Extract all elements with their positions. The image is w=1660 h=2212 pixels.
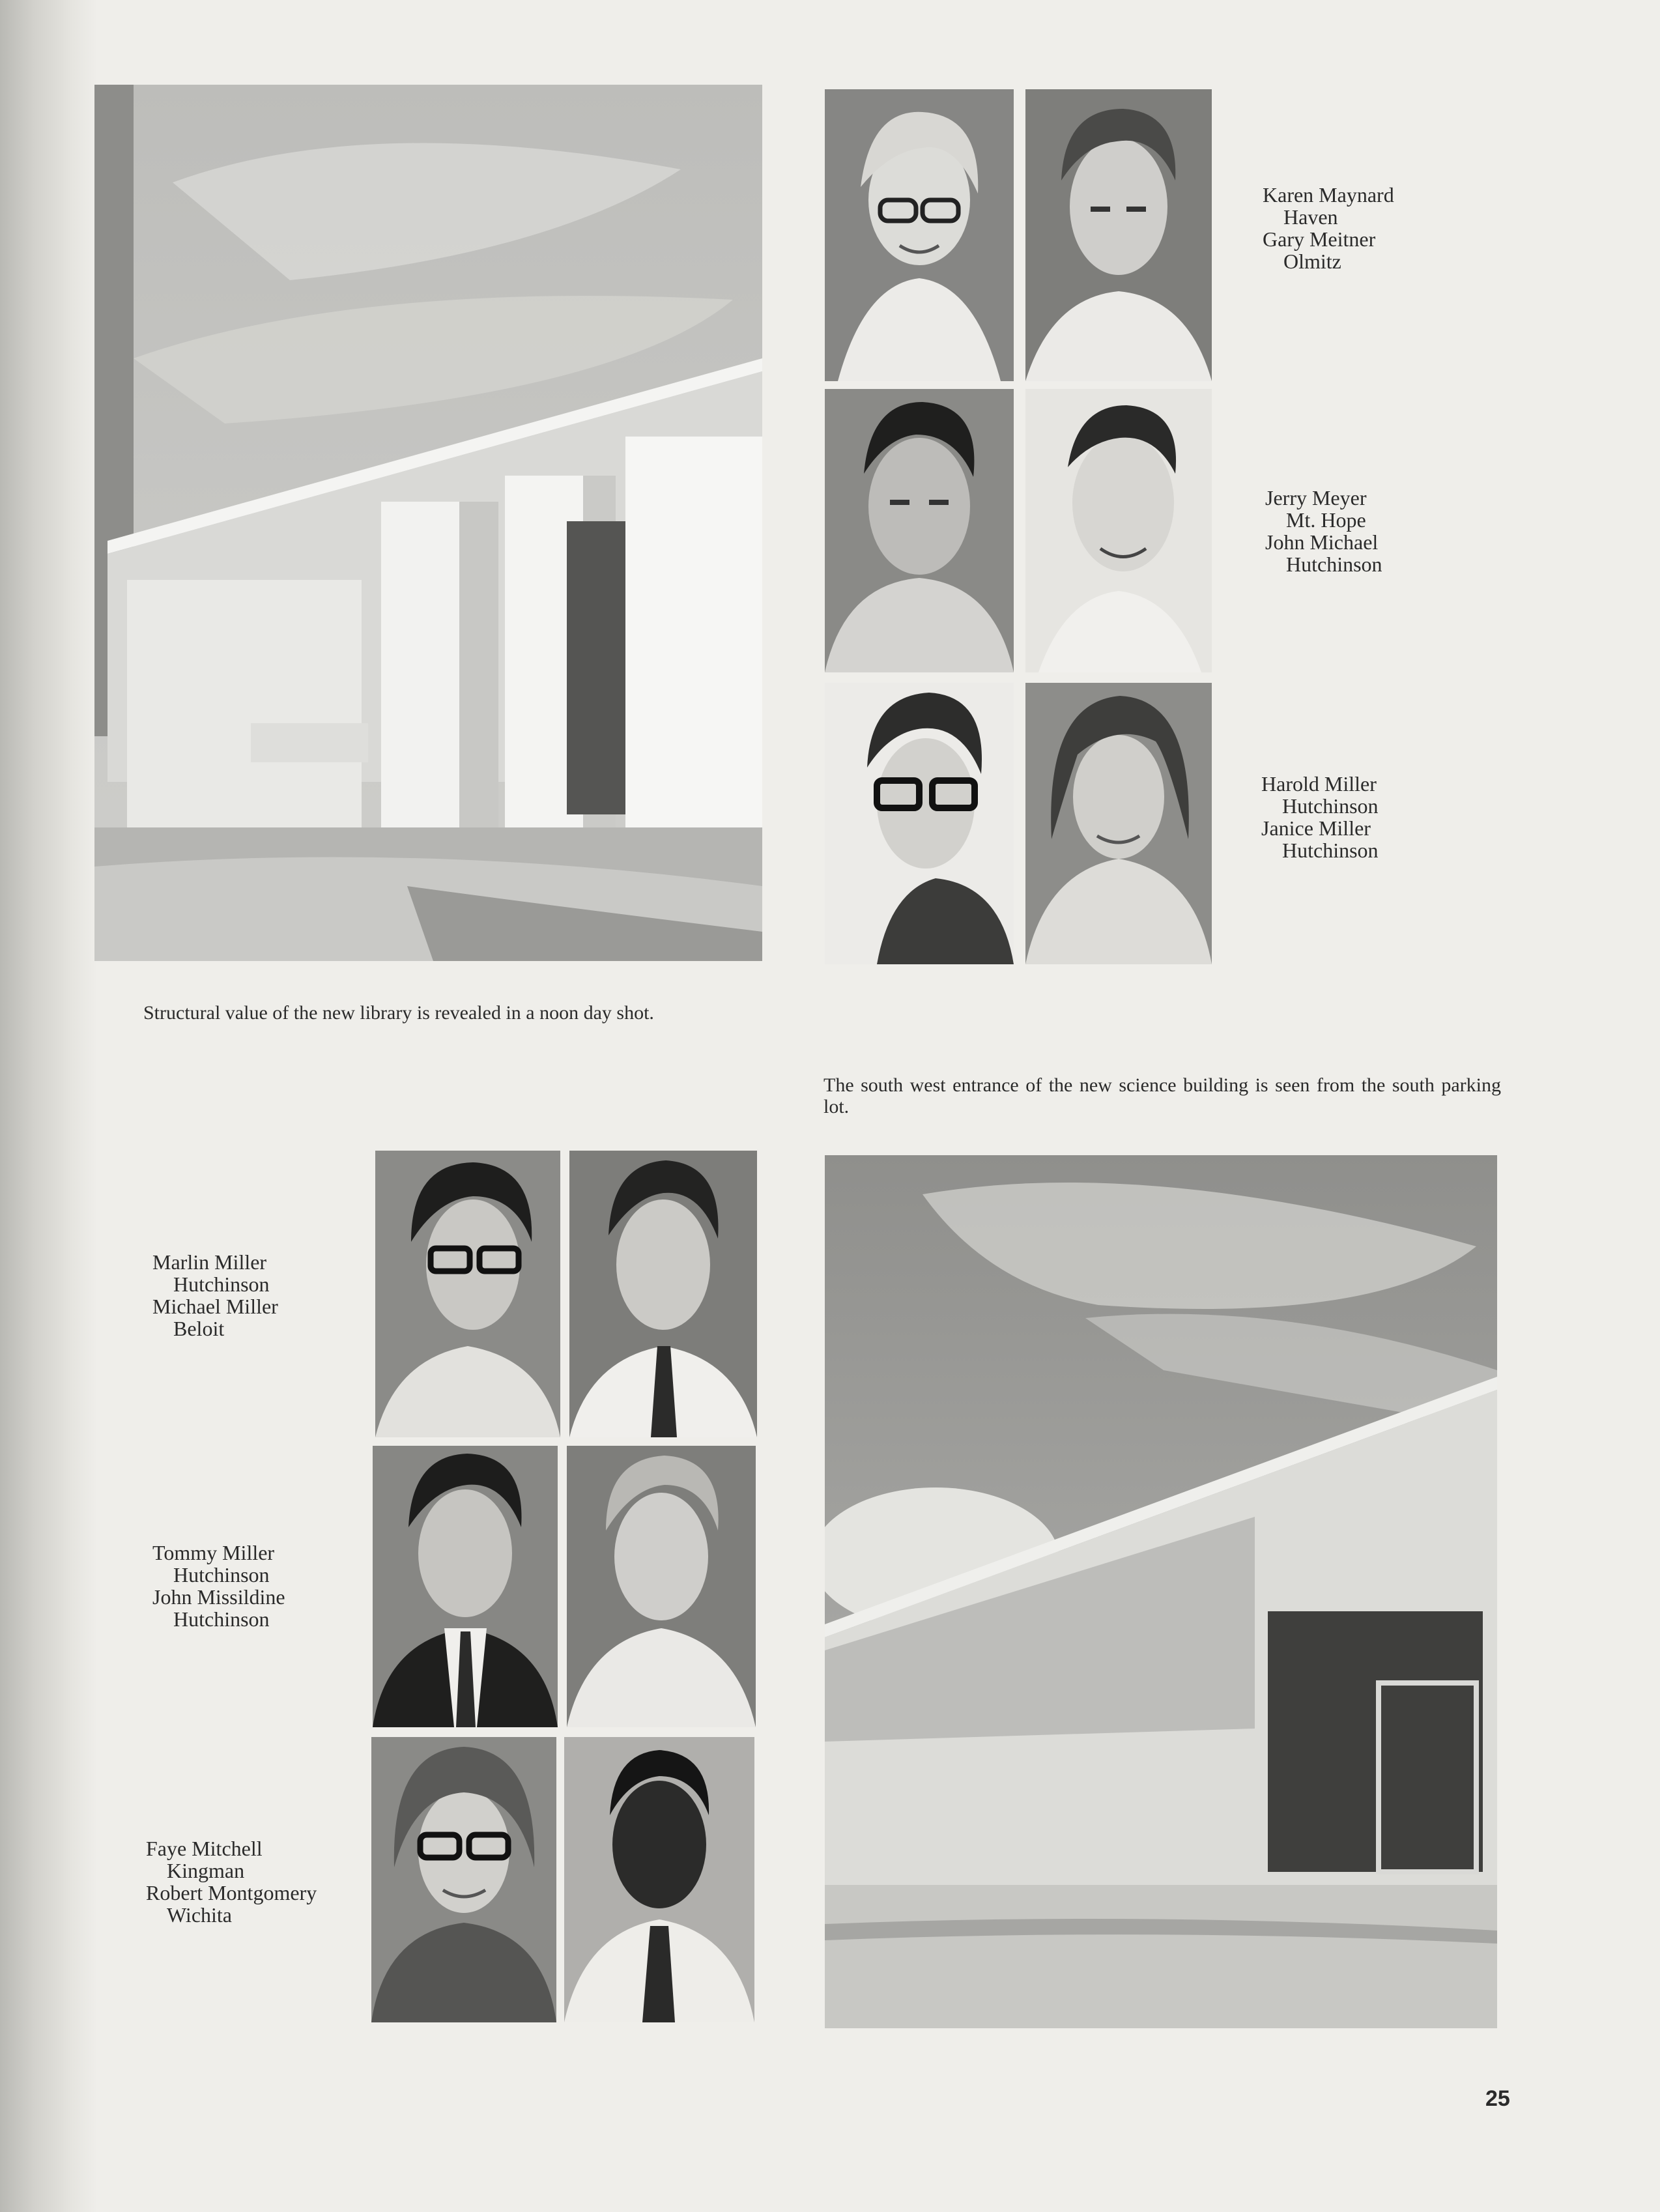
library-caption: Structural value of the new library is revealed in a noon day shot.	[143, 1002, 654, 1024]
student-town: Kingman	[167, 1859, 245, 1882]
student-town: Hutchinson	[173, 1563, 270, 1587]
student-name: Faye Mitchell	[146, 1837, 263, 1860]
portrait-tommy-miller	[373, 1446, 558, 1727]
binding-shadow	[0, 0, 98, 2212]
portrait-john-michael	[1025, 389, 1212, 672]
student-town: Mt. Hope	[1286, 508, 1366, 532]
portrait-gary-meitner	[1025, 89, 1212, 381]
student-name: Michael Miller	[152, 1295, 278, 1318]
student-name: John Missildine	[152, 1585, 285, 1609]
student-town: Hutchinson	[1282, 839, 1379, 862]
portrait-jerry-meyer	[825, 389, 1014, 672]
student-name: Tommy Miller	[152, 1541, 275, 1564]
student-name: Janice Miller	[1261, 816, 1371, 840]
science-building-photo	[825, 1155, 1497, 2028]
student-town: Hutchinson	[1282, 794, 1379, 818]
portrait-janice-miller	[1025, 683, 1212, 964]
portrait-harold-miller	[825, 683, 1014, 964]
student-name: Jerry Meyer	[1265, 486, 1367, 510]
portrait-robert-montgomery	[564, 1737, 754, 2022]
names-group-6	[146, 1837, 317, 1926]
student-town: Haven	[1283, 205, 1338, 229]
student-name: Gary Meitner	[1263, 227, 1376, 251]
student-town: Hutchinson	[173, 1272, 270, 1296]
student-town: Wichita	[167, 1903, 232, 1927]
student-name: Karen Maynard	[1263, 183, 1394, 207]
student-name: John Michael	[1265, 530, 1379, 554]
student-town: Hutchinson	[173, 1607, 270, 1631]
portrait-john-missildine	[567, 1446, 756, 1727]
student-name: Marlin Miller	[152, 1250, 267, 1274]
student-name: Harold Miller	[1261, 772, 1377, 796]
portrait-marlin-miller	[375, 1151, 560, 1437]
portrait-michael-miller	[569, 1151, 757, 1437]
names-group-4	[152, 1251, 278, 1340]
portrait-karen-maynard	[825, 89, 1014, 381]
student-town: Beloit	[173, 1317, 225, 1340]
names-group-2	[1265, 487, 1382, 575]
page-number: 25	[1485, 2086, 1510, 2111]
names-group-3	[1261, 773, 1379, 861]
portrait-faye-mitchell	[371, 1737, 556, 2022]
names-group-5	[152, 1542, 285, 1630]
library-photo	[94, 85, 762, 961]
science-caption: The south west entrance of the new science building is seen from the south parking lot.	[823, 1074, 1501, 1117]
student-town: Hutchinson	[1286, 553, 1382, 576]
student-name: Robert Montgomery	[146, 1881, 317, 1904]
student-town: Olmitz	[1283, 250, 1341, 273]
names-group-1	[1263, 184, 1394, 272]
